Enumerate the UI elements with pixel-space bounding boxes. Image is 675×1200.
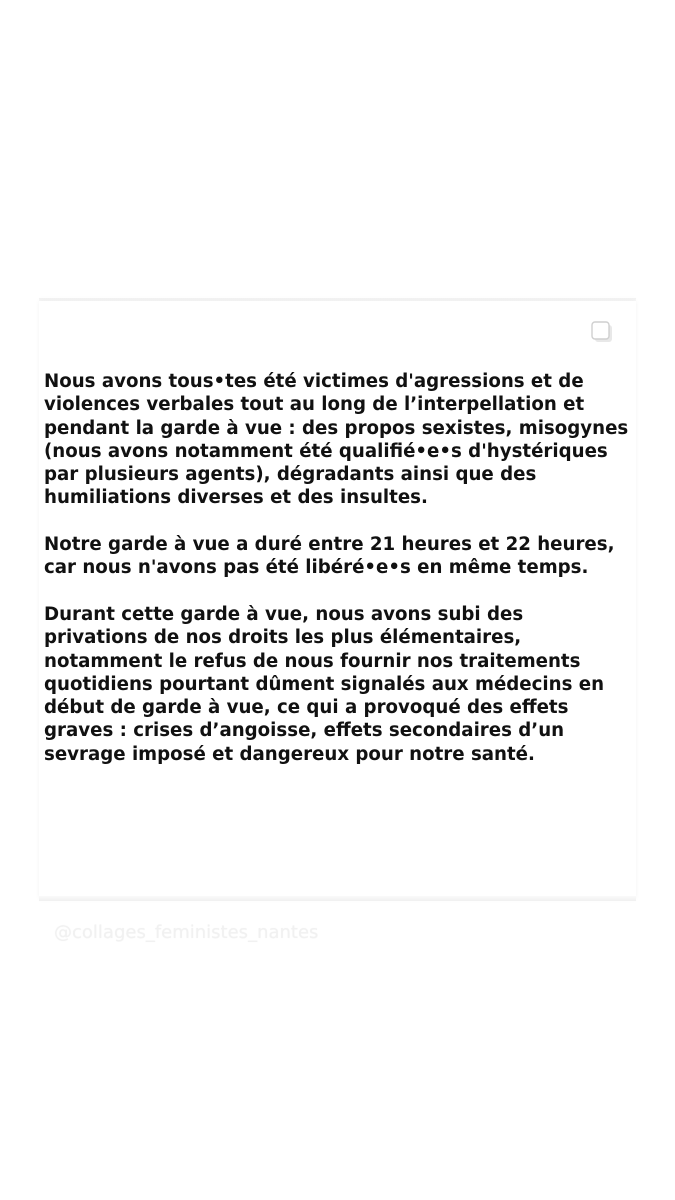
post-paragraph-2: Notre garde à vue a duré entre 21 heures et 22 heures, car nous n'avons pas été libéré•e•s en même temps.	[44, 534, 615, 579]
post-card-bottom-edge	[39, 896, 636, 901]
post-paragraph-3: Durant cette garde à vue, nous avons subi des privations de nos droits les plus élémentaires, notamment le refus de nous fournir nos traitements quotidiens pourtant dûment signalés aux médecins en début de garde à vue, ce qui a provoqué des effets graves : crises d’angoisse, effets secondaires d’un sevrage imposé et dangereux pour notre santé.	[44, 603, 605, 765]
multiple-images-icon[interactable]	[591, 321, 613, 343]
post-paragraph-1: Nous avons tous•tes été victimes d'agressions et de violences verbales tout au long de l’interpellation et pendant la garde à vue : des propos sexistes, misogynes (nous avons notamment été qualifié•e•s d'hystériques par plusieurs agents), dégradants ainsi que des humiliations diverses et des insultes.	[44, 371, 629, 509]
watermark-handle: @collages_feministes_nantes	[54, 922, 319, 943]
post-body	[44, 370, 629, 789]
